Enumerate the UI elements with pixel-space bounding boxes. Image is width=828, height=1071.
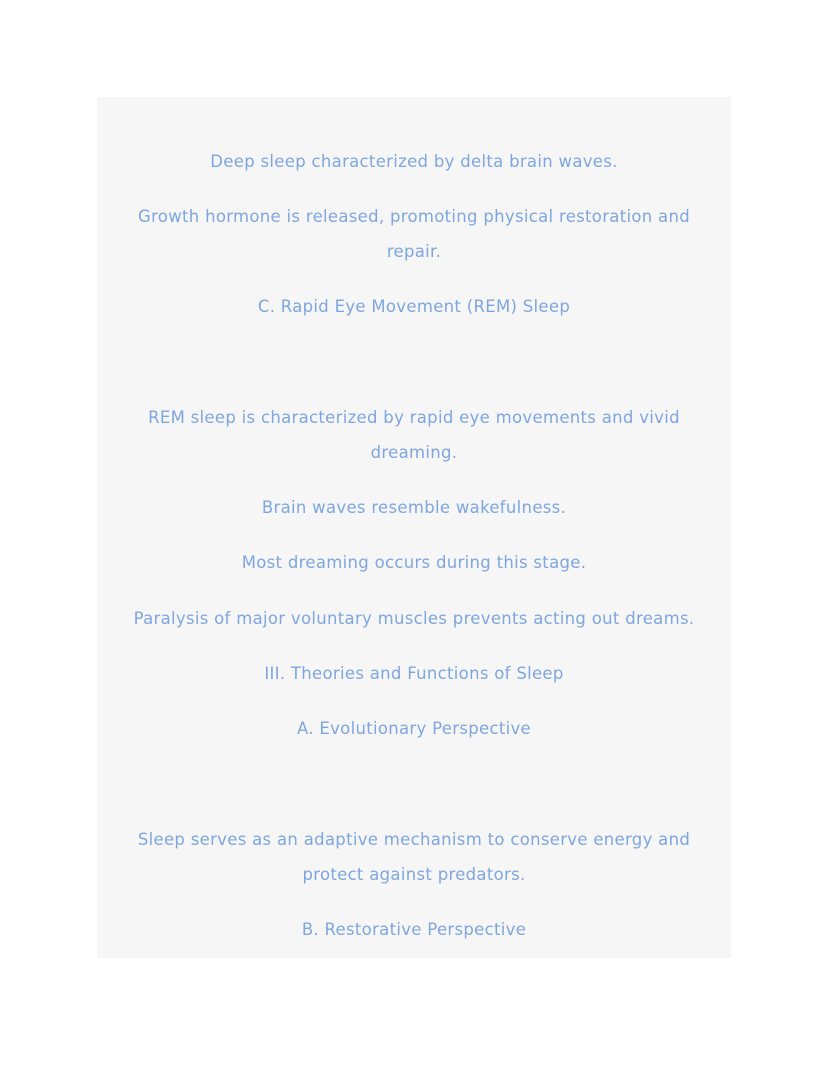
paragraph-brain-waves: Brain waves resemble wakefulness. <box>261 498 567 517</box>
paragraph-paralysis: Paralysis of major voluntary muscles prevents acting out dreams. <box>133 609 695 628</box>
heading-evolutionary: A. Evolutionary Perspective <box>297 719 531 738</box>
paragraph-growth-hormone-line2: repair. <box>386 242 442 261</box>
heading-rem-sleep: C. Rapid Eye Movement (REM) Sleep <box>257 297 571 316</box>
paragraph-growth-hormone-line1: Growth hormone is released, promoting physical restoration and <box>138 207 690 226</box>
paragraph-deep-sleep: Deep sleep characterized by delta brain waves. <box>210 152 618 171</box>
paragraph-adaptive-line2: protect against predators. <box>302 865 526 884</box>
paragraph-rem-line2: dreaming. <box>370 443 458 462</box>
paragraph-adaptive-line1: Sleep serves as an adaptive mechanism to conserve energy and <box>137 830 691 849</box>
paragraph-rem-line1: REM sleep is characterized by rapid eye movements and vivid <box>148 408 680 427</box>
heading-theories: III. Theories and Functions of Sleep <box>264 664 564 683</box>
heading-restorative: B. Restorative Perspective <box>301 920 527 939</box>
paragraph-most-dreaming: Most dreaming occurs during this stage. <box>241 553 587 572</box>
document-page <box>97 97 731 958</box>
